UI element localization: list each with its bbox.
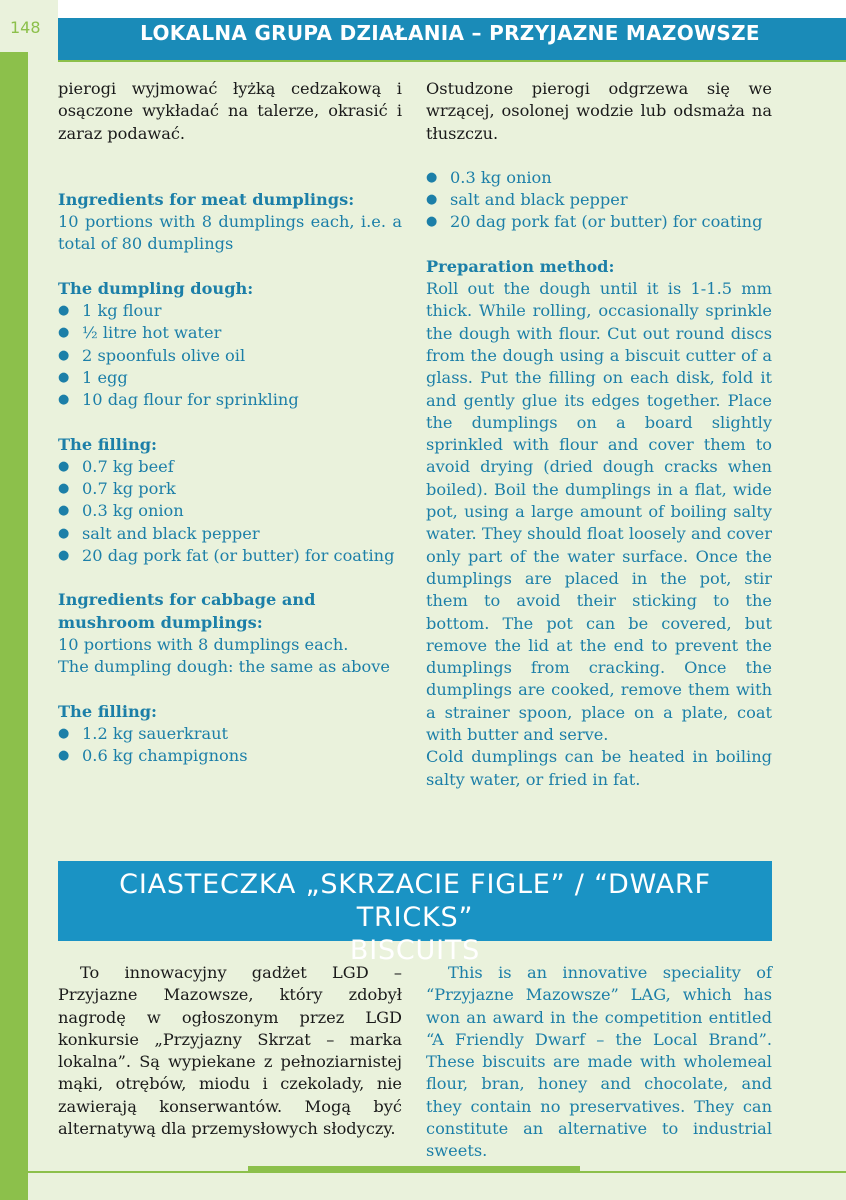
list-item: ● 1 kg flour bbox=[58, 300, 402, 322]
list-item: ● salt and black pepper bbox=[426, 189, 772, 211]
section-title-line2: BISCUITS bbox=[349, 935, 481, 966]
list-item: ● 0.6 kg champignons bbox=[58, 745, 402, 767]
list-item: ● 0.3 kg onion bbox=[426, 167, 772, 189]
list-item: ● 2 spoonfuls olive oil bbox=[58, 345, 402, 367]
page-number: 148 bbox=[10, 18, 41, 37]
left-accent-bar bbox=[0, 52, 28, 1200]
list-item: ● 0.7 kg beef bbox=[58, 456, 402, 478]
list-item: ● salt and black pepper bbox=[58, 523, 402, 545]
biscuits-polish-text: To innowacyjny gadżet LGD – Przyjazne Mazowsze, który zdobył nagrodę w ogłoszonym przez LGD konkursie „Przyjazny Skrzat – marka lokalna”. Są wypiekane z pełnoziarnistej mąki, otrębów, miodu i czekolady, nie zawierają konserwantów. Mogą być alternatywą dla przemysłowych słodyczy. bbox=[58, 963, 402, 1139]
bottom-accent-bar bbox=[248, 1166, 580, 1172]
list-item: ● ½ litre hot water bbox=[58, 322, 402, 344]
biscuits-english-text: This is an innovative speciality of “Przyjazne Mazowsze” LAG, which has won an award in the competition entitled “A Friendly Dwarf – the Local Brand”. These biscuits are made with wholemeal flour, bran, honey and chocolate, and they contain no preservatives. They can constitute an alternative to industrial sweets. bbox=[426, 963, 772, 1161]
list-item: ● 20 dag pork fat (or butter) for coating bbox=[58, 545, 402, 567]
dough-list bbox=[58, 300, 402, 411]
filling-heading: The filling: bbox=[58, 434, 158, 454]
dough-heading: The dumpling dough: bbox=[58, 278, 254, 298]
cabbage-heading: Ingredients for cabbage and mushroom dumplings: bbox=[58, 590, 316, 632]
page-number-box bbox=[0, 0, 58, 52]
right-column bbox=[426, 78, 772, 791]
list-item: ● 10 dag flour for sprinkling bbox=[58, 389, 402, 411]
biscuits-polish-column bbox=[58, 962, 402, 1140]
prep-text: Roll out the dough until it is 1-1.5 mm thick. While rolling, occasionally sprinkle the dough with flour. Cut out round discs from the dough using a biscuit cutter of a glass. Put the filling on each disk, fold it and gently glue its edges together. Place the dumplings on a board slightly sprinkled with flour and cover them to avoid drying (dried dough cracks when boiled). Boil the dumplings in a flat, wide pot, using a large amount of boiling salty water. They should float loosely and cover only part of the water surface. Once the dumplings are placed in the pot, stir them to avoid their sticking to the bottom. The pot can be covered, but remove the lid at the end to prevent the dumplings from cracking. Once the dumplings are cooked, remove them with a strainer spoon, place on a plate, coat with butter and serve. bbox=[426, 279, 772, 745]
section-title bbox=[58, 868, 772, 967]
list-item: ● 0.3 kg onion bbox=[58, 500, 402, 522]
filling-list bbox=[58, 456, 402, 567]
left-column bbox=[58, 78, 402, 767]
list-item: ● 1.2 kg sauerkraut bbox=[58, 723, 402, 745]
cabbage-portions: 10 portions with 8 dumplings each. bbox=[58, 634, 349, 654]
meat-portions: 10 portions with 8 dumplings each, i.e. a total of 80 dumplings bbox=[58, 212, 402, 254]
right-filling-list bbox=[426, 167, 772, 234]
polish-text-right: Ostudzone pierogi odgrzewa się we wrzącej, osolonej wodzie lub odsmaża na tłuszczu. bbox=[426, 79, 772, 143]
list-item: ● 20 dag pork fat (or butter) for coating bbox=[426, 211, 772, 233]
prep-text-2: Cold dumplings can be heated in boiling salty water, or fried in fat. bbox=[426, 747, 772, 789]
section-title-line1: CIASTECZKA „SKRZACIE FIGLE” / “DWARF TRICKS” bbox=[119, 869, 711, 933]
prep-heading: Preparation method: bbox=[426, 256, 615, 276]
list-item: ● 0.7 kg pork bbox=[58, 478, 402, 500]
list-item: ● 1 egg bbox=[58, 367, 402, 389]
filling2-heading: The filling: bbox=[58, 701, 158, 721]
header-title: LOKALNA GRUPA DZIAŁANIA – PRZYJAZNE MAZOWSZE bbox=[140, 21, 760, 45]
polish-text-left: pierogi wyjmować łyżką cedzakową i osączone wykładać na talerze, okrasić i zaraz podawać. bbox=[58, 79, 402, 143]
biscuits-english-column bbox=[426, 962, 772, 1163]
cabbage-dough: The dumpling dough: the same as above bbox=[58, 657, 390, 677]
filling2-list bbox=[58, 723, 402, 768]
meat-heading: Ingredients for meat dumplings: bbox=[58, 189, 355, 209]
